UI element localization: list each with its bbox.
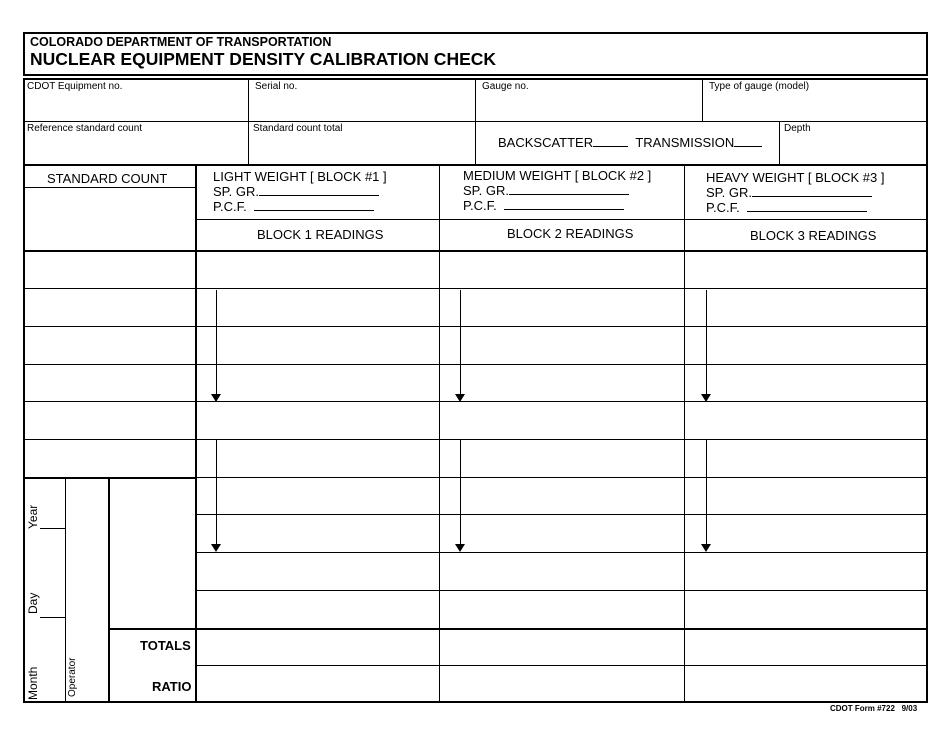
main-grid	[23, 165, 928, 703]
block2-spgr	[463, 183, 629, 198]
block2-pcf-blank[interactable]	[504, 198, 624, 210]
down-arrow-icon	[211, 544, 221, 552]
operator-col-divider	[108, 478, 110, 703]
reading-row-line	[196, 552, 927, 553]
gauge-no-label: Gauge no.	[482, 81, 529, 92]
reading-row-line	[196, 590, 927, 591]
block2-title: MEDIUM WEIGHT [ BLOCK #2 ]	[463, 168, 652, 183]
arrow-line	[460, 440, 461, 545]
block3-spgr-blank[interactable]	[752, 185, 872, 197]
arrow-line	[216, 290, 217, 395]
info-col-divider	[475, 79, 476, 165]
department-name: COLORADO DEPARTMENT OF TRANSPORTATION	[30, 35, 332, 49]
reading-row-line	[196, 514, 927, 515]
std-row-line	[24, 326, 196, 327]
day-divider	[40, 617, 65, 618]
transmission-blank[interactable]	[734, 135, 762, 147]
form-no: CDOT Form #722	[830, 704, 895, 713]
down-arrow-icon	[455, 394, 465, 402]
std-count-bottom-rule	[24, 477, 196, 479]
down-arrow-icon	[211, 394, 221, 402]
serial-no-label: Serial no.	[255, 81, 298, 92]
day-label: Day	[26, 592, 40, 614]
block3-pcf-blank[interactable]	[747, 200, 867, 212]
gauge-type-label: Type of gauge (model)	[709, 81, 810, 92]
reading-row-line	[196, 477, 927, 478]
arrow-line	[216, 440, 217, 545]
equipment-no-label: CDOT Equipment no.	[27, 81, 123, 92]
arrow-line	[706, 290, 707, 395]
std-row-line	[24, 439, 196, 440]
year-label: Year	[26, 504, 40, 529]
backscatter-label: BACKSCATTER	[498, 135, 594, 150]
down-arrow-icon	[701, 394, 711, 402]
depth-label: Depth	[784, 123, 811, 134]
block-header-divider	[196, 219, 927, 220]
form-title: NUCLEAR EQUIPMENT DENSITY CALIBRATION CHECK	[30, 49, 497, 69]
block2-spgr-blank[interactable]	[509, 183, 629, 195]
totals-ratio-divider	[196, 665, 927, 666]
std-count-divider	[195, 165, 197, 703]
block1-title: LIGHT WEIGHT [ BLOCK #1 ]	[213, 169, 387, 184]
info-col-divider	[248, 79, 249, 165]
block1-divider	[439, 165, 440, 703]
transmission-label: TRANSMISSION	[635, 135, 735, 150]
block3-pcf	[706, 200, 867, 215]
block3-pcf-label: P.C.F.	[706, 200, 740, 215]
block1-spgr-blank[interactable]	[259, 184, 379, 196]
header-bottom-rule	[24, 250, 927, 252]
form-number	[830, 704, 917, 714]
arrow-line	[706, 440, 707, 545]
block1-spgr-label: SP. GR.	[213, 184, 260, 199]
reading-row-line	[196, 326, 927, 327]
std-row-line	[24, 401, 196, 402]
arrow-line	[460, 290, 461, 395]
operator-label: Operator	[67, 657, 78, 697]
date-col-divider	[65, 478, 66, 703]
form-date: 9/03	[901, 704, 918, 713]
month-label: Month	[26, 666, 40, 700]
block3-spgr-label: SP. GR.	[706, 185, 753, 200]
totals-top-rule	[109, 628, 927, 630]
reference-count-label: Reference standard count	[27, 123, 143, 134]
down-arrow-icon	[701, 544, 711, 552]
reading-row-line	[196, 439, 927, 440]
down-arrow-icon	[455, 544, 465, 552]
reading-row-line	[196, 364, 927, 365]
block1-pcf-label: P.C.F.	[213, 199, 247, 214]
info-col-divider	[779, 121, 780, 165]
standard-total-label: Standard count total	[253, 123, 343, 134]
backscatter-blank[interactable]	[593, 135, 628, 147]
block1-readings-label: BLOCK 1 READINGS	[257, 227, 384, 242]
year-divider	[40, 528, 65, 529]
block1-pcf	[213, 199, 374, 214]
standard-count-heading: STANDARD COUNT	[47, 171, 168, 186]
block3-spgr	[706, 185, 872, 200]
totals-label: TOTALS	[140, 638, 191, 653]
reading-row-line	[196, 401, 927, 402]
std-row-line	[24, 364, 196, 365]
block1-spgr	[213, 184, 379, 199]
block1-pcf-blank[interactable]	[254, 199, 374, 211]
block2-readings-label: BLOCK 2 READINGS	[507, 226, 634, 241]
ratio-label: RATIO	[152, 679, 192, 694]
block2-divider	[684, 165, 685, 703]
std-count-underline	[24, 187, 196, 188]
block2-spgr-label: SP. GR.	[463, 183, 510, 198]
reading-row-line	[196, 288, 927, 289]
block3-title: HEAVY WEIGHT [ BLOCK #3 ]	[706, 170, 885, 185]
block2-pcf	[463, 198, 624, 213]
block2-pcf-label: P.C.F.	[463, 198, 497, 213]
mode-selector	[498, 135, 762, 150]
block3-readings-label: BLOCK 3 READINGS	[750, 228, 877, 243]
info-col-divider	[702, 79, 703, 122]
std-row-line	[24, 288, 196, 289]
